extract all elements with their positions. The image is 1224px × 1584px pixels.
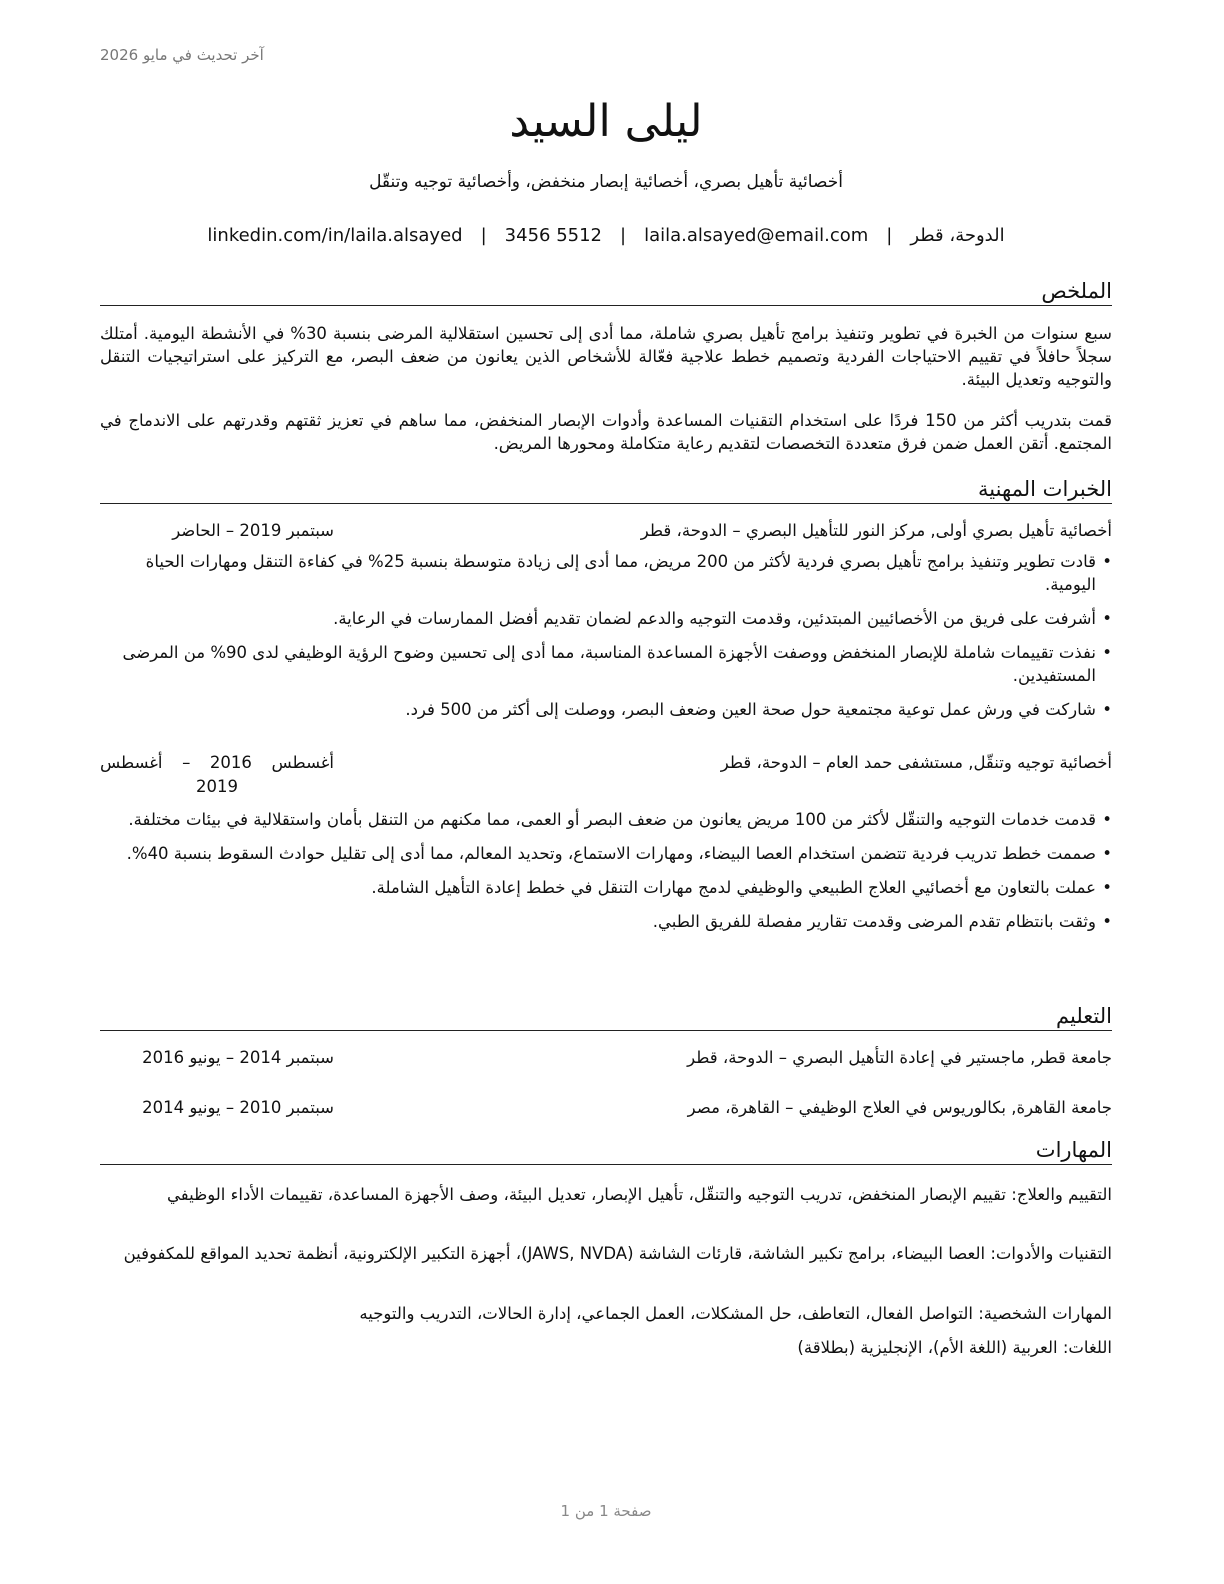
job-header [100, 751, 1112, 801]
section-title-summary: الملخص [100, 277, 1112, 306]
job-bullet: • قدمت خدمات التوجيه والتنقّل لأكثر من 100 مريض يعانون من ضعف البصر أو العمى، مما مكنهم من التنقل بأمان واستقلالية في بيئات مختلفة. [100, 808, 1112, 831]
skill-line: التقييم والعلاج: تقييم الإبصار المنخفض، تدريب التوجيه والتنقّل، تأهيل الإبصار، تعديل البيئة، وصف الأجهزة المساعدة، تقييمات الأداء الوظيفي [167, 1185, 1112, 1204]
candidate-name: ليلى السيد [509, 96, 703, 147]
education-institution: جامعة قطر, ماجستير في إعادة التأهيل البصري – الدوحة، قطر [687, 1048, 1112, 1067]
job-role: أخصائية تأهيل بصري أولى, مركز النور للتأهيل البصري – الدوحة، قطر [640, 521, 1112, 540]
page-footer: صفحة 1 من 1 [560, 1502, 652, 1520]
job-dates: سبتمبر 2019 – الحاضر [172, 521, 334, 540]
summary-paragraph: سبع سنوات من الخبرة في تطوير وتنفيذ برامج تأهيل بصري شاملة، مما أدى إلى تحسين استقلالية المرضى بنسبة 30% في الأنشطة اليومية. أمتلك سجلاً حافلاً في تقييم الاحتياجات الفردية وتصميم خطط علاجية فعّالة للأشخاص الذين يعانون من ضعف البصر، مع التركيز على استراتيجيات التنقل والتوجيه وتعديل البيئة. [100, 324, 1112, 389]
contact-separator: | [620, 225, 627, 246]
last-updated: آخر تحديث في مايو 2026 [100, 46, 264, 64]
education-institution: جامعة القاهرة, بكالوريوس في العلاج الوظيفي – القاهرة، مصر [687, 1098, 1112, 1117]
skill-line: المهارات الشخصية: التواصل الفعال، التعاطف، حل المشكلات، العمل الجماعي، إدارة الحالات، التدريب والتوجيه [359, 1304, 1112, 1323]
job-bullets [100, 808, 1112, 944]
contact-location: الدوحة، قطر [910, 225, 1005, 246]
contact-line [100, 223, 1112, 249]
summary-paragraph: قمت بتدريب أكثر من 150 فردًا على استخدام التقنيات المساعدة وأدوات الإبصار المنخفض، مما ساهم في تعزيز ثقتهم وقدرتهم على الاندماج في المجتمع. أتقن العمل ضمن فرق متعددة التخصصات لتقديم رعاية متكاملة ومحورها المريض. [100, 411, 1112, 453]
section-title-skills: المهارات [100, 1136, 1112, 1165]
job-bullet: • نفذت تقييمات شاملة للإبصار المنخفض ووصفت الأجهزة المساعدة المناسبة، مما أدى إلى تحسين وضوح الرؤية الوظيفي لدى 90% من المرضى المستفيدين. [100, 641, 1112, 687]
contact-phone: 3456 5512 [504, 225, 603, 246]
job-bullet: • قادت تطوير وتنفيذ برامج تأهيل بصري فردية لأكثر من 200 مريض، مما أدى إلى زيادة متوسطة بنسبة 25% في كفاءة التنقل ومهارات الحياة اليومية. [100, 550, 1112, 596]
contact-email[interactable]: laila.alsayed@email.com [644, 225, 869, 246]
job-bullet: • أشرفت على فريق من الأخصائيين المبتدئين، وقدمت التوجيه والدعم لضمان تقديم أفضل الممارسات في الرعاية. [100, 607, 1112, 630]
skill-line: التقنيات والأدوات: العصا البيضاء، برامج تكبير الشاشة، قارئات الشاشة (JAWS, NVDA)، أجهزة التكبير الإلكترونية، أنظمة تحديد المواقع للمكفوفين [123, 1244, 1112, 1263]
resume-page [100, 0, 1112, 1584]
contact-separator: | [886, 225, 893, 246]
section-title-experience: الخبرات المهنية [100, 475, 1112, 504]
job-role: أخصائية توجيه وتنقّل, مستشفى حمد العام – الدوحة، قطر [720, 753, 1112, 772]
contact-linkedin[interactable]: linkedin.com/in/laila.alsayed [207, 225, 463, 246]
section-title-education: التعليم [100, 1002, 1112, 1031]
job-bullets [100, 550, 1112, 732]
job-bullet: • وثقت بانتظام تقدم المرضى وقدمت تقارير مفصلة للفريق الطبي. [100, 910, 1112, 933]
job-bullet: • عملت بالتعاون مع أخصائيي العلاج الطبيعي والوظيفي لدمج مهارات التنقل في خطط إعادة التأهيل الشاملة. [100, 876, 1112, 899]
education-dates: سبتمبر 2010 – يونيو 2014 [142, 1098, 334, 1117]
job-dates: أغسطس 2016 – أغسطس 2019 [100, 753, 335, 796]
candidate-subtitle: أخصائية تأهيل بصري، أخصائية إبصار منخفض، وأخصائية توجيه وتنقّل [369, 172, 843, 192]
contact-separator: | [480, 225, 487, 246]
job-bullet: • صممت خطط تدريب فردية تتضمن استخدام العصا البيضاء، ومهارات الاستماع، وتحديد المعالم، مما أدى إلى تقليل حوادث السقوط بنسبة 40%. [100, 842, 1112, 865]
education-dates: سبتمبر 2014 – يونيو 2016 [142, 1048, 334, 1067]
skill-line: اللغات: العربية (اللغة الأم)، الإنجليزية (بطلاقة) [797, 1338, 1112, 1357]
job-bullet: • شاركت في ورش عمل توعية مجتمعية حول صحة العين وضعف البصر، ووصلت إلى أكثر من 500 فرد. [100, 698, 1112, 721]
